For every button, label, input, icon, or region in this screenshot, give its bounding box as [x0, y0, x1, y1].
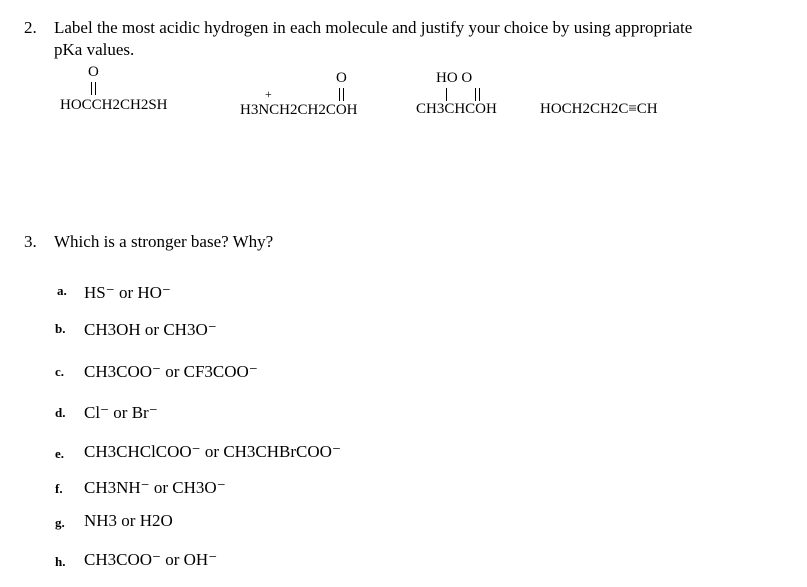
- option-d-text: Cl⁻ or Br⁻: [84, 403, 158, 422]
- molecule-3-top-groups: HO O: [436, 70, 473, 86]
- option-g-text: NH3 or H2O: [84, 511, 173, 530]
- molecule-2-formula: H3NCH2CH2COH: [240, 102, 358, 118]
- molecule-3-double-bond: [475, 88, 480, 101]
- option-f-letter: f.: [55, 481, 63, 496]
- molecule-2-plus-charge: +: [265, 87, 272, 101]
- molecule-1-top-oxygen: O: [88, 64, 99, 80]
- option-c-letter: c.: [55, 364, 65, 379]
- option-b-text: CH3OH or CH3O⁻: [84, 320, 217, 339]
- molecule-1-double-bond: [91, 82, 96, 95]
- option-e-letter: e.: [55, 446, 65, 461]
- option-e-text: CH3CHClCOO⁻ or CH3CHBrCOO⁻: [84, 442, 341, 461]
- question-2-text-line1: Label the most acidic hydrogen in each molecule and justify your choice by using appropriate: [54, 18, 693, 37]
- question-2-number: 2.: [24, 18, 37, 37]
- option-f-text: CH3NH⁻ or CH3O⁻: [84, 478, 226, 497]
- option-c-text: CH3COO⁻ or CF3COO⁻: [84, 362, 258, 381]
- option-h-letter: h.: [55, 554, 66, 569]
- option-a-letter: a.: [57, 283, 67, 298]
- question-3-number: 3.: [24, 232, 37, 251]
- option-g-letter: g.: [55, 515, 65, 530]
- option-b-letter: b.: [55, 321, 66, 336]
- question-2-text-line2: pKa values.: [54, 40, 135, 59]
- molecule-4-formula: HOCH2CH2C≡CH: [540, 101, 658, 117]
- question-3-text: Which is a stronger base? Why?: [54, 232, 274, 251]
- option-d-letter: d.: [55, 405, 66, 420]
- molecule-3-single-bond: [446, 88, 447, 101]
- molecule-3-formula: CH3CHCOH: [416, 101, 497, 117]
- molecule-1-formula: HOCCH2CH2SH: [60, 97, 168, 113]
- molecule-2-double-bond: [339, 88, 344, 101]
- molecule-2-top-oxygen: O: [336, 70, 347, 86]
- option-a-text: HS⁻ or HO⁻: [84, 283, 171, 302]
- option-h-text: CH3COO⁻ or OH⁻: [84, 550, 218, 569]
